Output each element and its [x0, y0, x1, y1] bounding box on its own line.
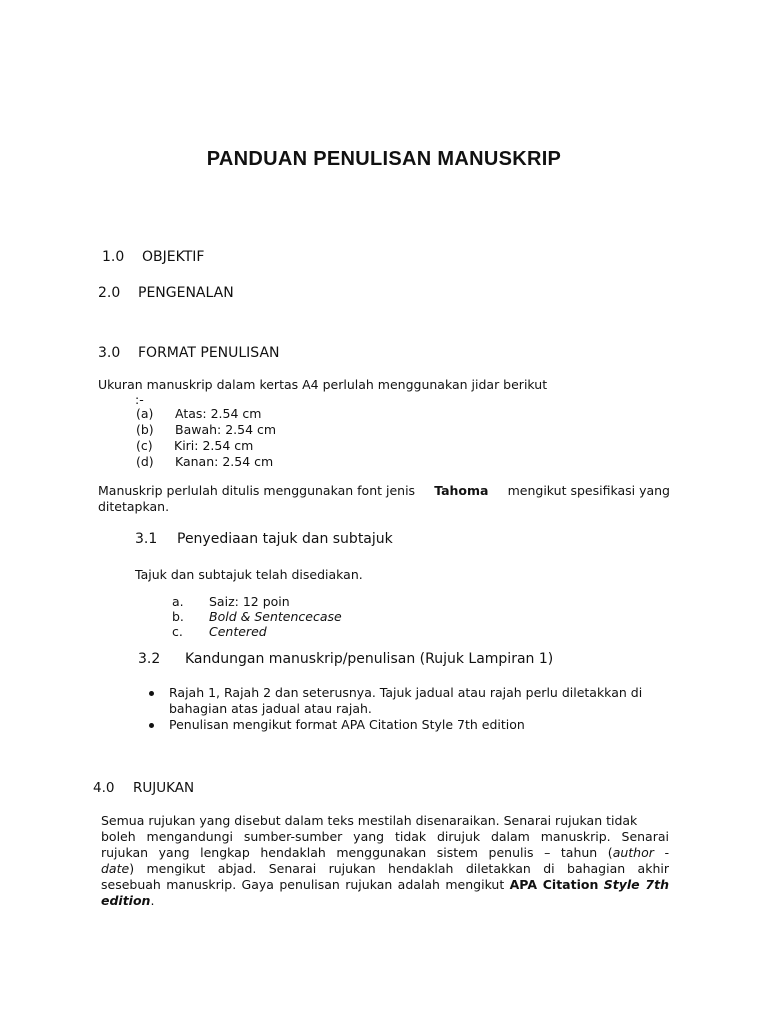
line-text-bold-italic: Style 7th: [603, 877, 669, 892]
bullet-text-cont: bahagian atas jadual atau rajah.: [169, 701, 372, 716]
page-title: PANDUAN PENULISAN MANUSKRIP: [206, 148, 562, 170]
section-number: 1.0: [102, 249, 125, 265]
line-text: ) mengikut abjad. Senarai rujukan hendaklah diletakkan di bahagian akhir: [129, 861, 669, 876]
bullet-text: Penulisan mengikut format APA Citation Style 7th edition: [169, 717, 525, 732]
section-heading-objektif: [102, 249, 204, 265]
section-label: RUJUKAN: [133, 780, 195, 796]
bullet-icon: [149, 723, 154, 728]
subsection-heading-tajuk: [135, 531, 393, 547]
list-text: Kiri: 2.54 cm: [174, 438, 254, 453]
line-text: rujukan yang lengkap hendaklah menggunakan sistem penulis – tahun (: [101, 845, 613, 860]
list-marker: c.: [172, 624, 183, 639]
list-marker: (c): [136, 438, 153, 453]
section-label: FORMAT PENULISAN: [138, 345, 280, 361]
section-number: 4.0: [93, 780, 115, 796]
list-text: Centered: [209, 624, 267, 639]
bullet-text: Rajah 1, Rajah 2 dan seterusnya. Tajuk jadual atau rajah perlu diletakkan di: [169, 685, 643, 700]
font-name: Tahoma: [434, 483, 489, 498]
list-marker: (b): [136, 422, 154, 437]
section-heading-format: [98, 345, 280, 361]
subsection-label: Penyediaan tajuk dan subtajuk: [177, 531, 393, 547]
paragraph-line: [101, 829, 669, 845]
font-text-pre: Manuskrip perlulah ditulis menggunakan font jenis: [98, 483, 416, 498]
paragraph-line: [101, 861, 669, 877]
rujukan-paragraph: [101, 813, 669, 909]
list-text: Bold & Sentencecase: [209, 609, 342, 624]
section-heading-rujukan: [93, 780, 194, 796]
list-item: [136, 454, 276, 470]
margin-intro-line: Ukuran manuskrip dalam kertas A4 perlulah menggunakan jidar berikut: [98, 377, 548, 392]
list-marker: b.: [172, 609, 184, 624]
font-text-post: mengikut spesifikasi yang: [507, 483, 670, 498]
list-item: [172, 609, 342, 624]
margin-list: [136, 406, 276, 470]
section-label: OBJEKTIF: [142, 249, 205, 265]
margin-intro-colon: :-: [135, 392, 144, 407]
line-text-italic: author -: [612, 845, 669, 860]
list-item: [145, 685, 675, 717]
paragraph-line: [101, 877, 669, 893]
line-text-bold-italic: edition: [101, 893, 151, 908]
list-item: [172, 594, 342, 609]
font-paragraph-line2: ditetapkan.: [98, 499, 170, 514]
paragraph-line: [101, 813, 669, 829]
section-heading-pengenalan: [98, 285, 234, 301]
bullet-icon: [149, 691, 154, 696]
paragraph-line: [101, 893, 669, 909]
line-text: .: [150, 893, 155, 908]
font-paragraph-line1: [98, 483, 670, 498]
line-text: Semua rujukan yang disebut dalam teks mestilah disenaraikan. Senarai rujukan tidak: [101, 813, 638, 828]
list-item: [136, 422, 276, 438]
list-item: [145, 717, 675, 733]
list-text: Saiz: 12 poin: [209, 594, 290, 609]
list-text: Atas: 2.54 cm: [175, 406, 262, 421]
list-marker: (a): [136, 406, 154, 421]
line-text-italic: date: [101, 861, 130, 876]
subsection-label: Kandungan manuskrip/penulisan (Rujuk Lampiran 1): [185, 651, 554, 667]
list-text: Bawah: 2.54 cm: [175, 422, 277, 437]
list-text: Kanan: 2.54 cm: [175, 454, 274, 469]
tajuk-list: [172, 594, 342, 639]
section-number: 3.0: [98, 345, 121, 361]
list-marker: a.: [172, 594, 184, 609]
tajuk-intro: Tajuk dan subtajuk telah disediakan.: [135, 567, 363, 582]
list-marker: (d): [136, 454, 154, 469]
subsection-number: 3.1: [135, 531, 158, 547]
paragraph-line: [101, 845, 669, 861]
line-text: boleh mengandungi sumber-sumber yang tidak dirujuk dalam manuskrip. Senarai: [101, 829, 669, 844]
section-number: 2.0: [98, 285, 121, 301]
list-item: [172, 624, 342, 639]
line-text: sesebuah manuskrip. Gaya penulisan rujukan adalah mengikut: [101, 877, 510, 892]
section-label: PENGENALAN: [138, 285, 234, 301]
list-item: [136, 438, 276, 454]
list-item: [136, 406, 276, 422]
kandungan-bullets: [145, 685, 675, 733]
subsection-heading-kandungan: [138, 651, 553, 667]
subsection-number: 3.2: [138, 651, 161, 667]
line-text-bold: APA Citation: [509, 877, 599, 892]
